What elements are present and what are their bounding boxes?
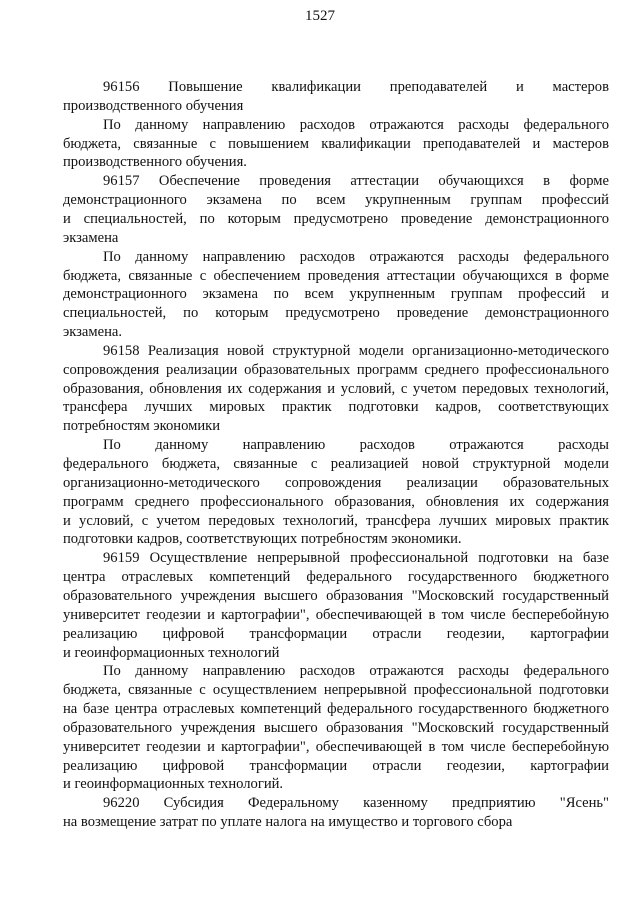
text-line: демонстрационного экзамена по всем укрупненным группам профессий xyxy=(63,192,609,209)
text-line: демонстрационного экзамена по всем укрупненным группам профессий и xyxy=(63,286,609,303)
text-line: на базе центра отраслевых компетенций федерального государственного бюджетного xyxy=(63,701,609,718)
text-line: экзамена. xyxy=(63,324,123,341)
text-line: университет геодезии и картографии", обеспечивающей в том числе бесперебойную xyxy=(63,606,609,623)
text-line: 96156 Повышение квалификации преподавателей и мастеров xyxy=(103,79,609,95)
text-line: трансфера лучших мировых практик подготовки кадров, соответствующих xyxy=(63,399,609,416)
text-line: потребностям экономики xyxy=(63,418,221,435)
text-line: на возмещение затрат по уплате налога на имущество и торгового сбора xyxy=(63,814,513,831)
text-line: подготовки кадров, соответствующих потребностям экономики. xyxy=(63,531,462,548)
text-line: образовательного учреждения высшего образования "Московский государственный xyxy=(63,587,609,604)
text-line: По данному направлению расходов отражаются расходы xyxy=(103,437,609,454)
text-line: реализацию цифровой трансформации отрасли геодезии, картографии xyxy=(63,757,609,774)
text-line: и специальностей, по которым предусмотрено проведение демонстрационного xyxy=(63,210,609,227)
text-line: сопровождения реализации образовательных программ среднего профессионального xyxy=(63,361,609,378)
text-line: реализацию цифровой трансформации отрасли геодезии, картографии xyxy=(63,625,609,642)
text-line: производственного обучения xyxy=(63,97,244,114)
text-line: образовательного учреждения высшего образования "Московский государственный xyxy=(63,719,609,736)
text-line: По данному направлению расходов отражаются расходы федерального xyxy=(103,663,609,680)
text-line: образования, обновления их содержания и условий, с учетом передовых технологий, xyxy=(63,380,609,397)
text-line: бюджета, связанные с осуществлением непрерывной профессиональной подготовки xyxy=(63,682,609,699)
text-line: и геоинформационных технологий. xyxy=(63,776,284,793)
text-line: бюджета, связанные с повышением квалификации преподавателей и мастеров xyxy=(63,135,609,152)
text-line: организационно-методического сопровождения реализации образовательных xyxy=(63,474,609,491)
text-line: университет геодезии и картографии", обеспечивающей в том числе бесперебойную xyxy=(63,738,609,755)
text-line: производственного обучения. xyxy=(63,154,247,171)
text-line: центра отраслевых компетенций федерального государственного бюджетного xyxy=(63,569,609,586)
text-line: и условий, с учетом передовых технологий, трансфера лучших мировых практик xyxy=(63,512,609,529)
text-line: По данному направлению расходов отражаются расходы федерального xyxy=(103,116,609,133)
text-line: экзамена xyxy=(63,229,119,246)
text-line: По данному направлению расходов отражаются расходы федерального xyxy=(103,248,609,265)
text-line: программ среднего профессионального образования, обновления их содержания xyxy=(63,493,609,510)
text-line: бюджета, связанные с обеспечением проведения аттестации обучающихся в форме xyxy=(63,267,609,284)
text-line: федерального бюджета, связанные с реализацией новой структурной модели xyxy=(63,456,609,472)
text-line: специальностей, по которым предусмотрено проведение демонстрационного xyxy=(63,305,609,322)
page-number: 1527 xyxy=(305,8,335,24)
text-line: 96220 Субсидия Федеральному казенному предприятию "Ясень" xyxy=(103,795,609,812)
text-line: 96157 Обеспечение проведения аттестации обучающихся в форме xyxy=(103,173,609,190)
text-line: 96158 Реализация новой структурной модели организационно-методического xyxy=(103,342,609,359)
text-line: 96159 Осуществление непрерывной профессиональной подготовки на базе xyxy=(103,550,609,567)
text-line: и геоинформационных технологий xyxy=(63,644,280,661)
